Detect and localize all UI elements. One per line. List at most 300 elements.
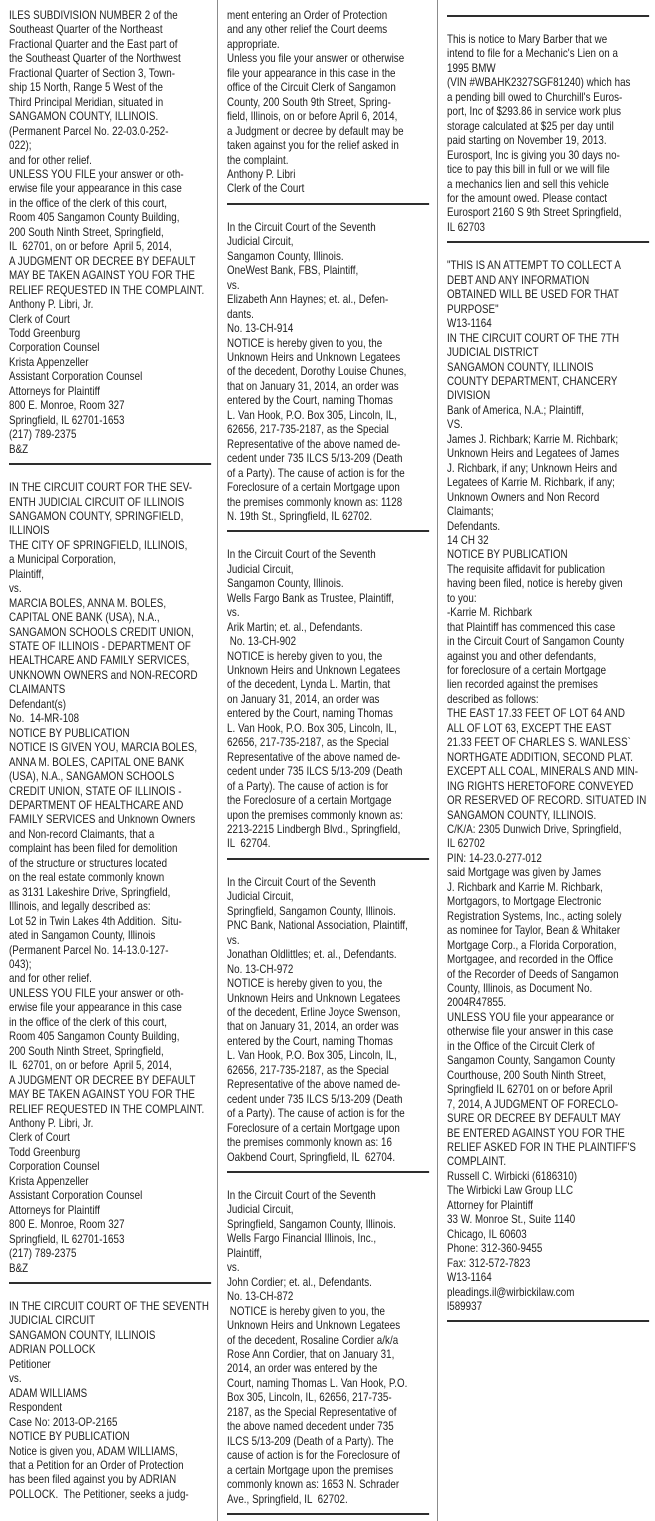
notice-line: THE CITY OF SPRINGFIELD, ILLINOIS,	[9, 537, 188, 552]
notice-line: THE EAST 17.33 FEET OF LOT 64 AND	[447, 706, 626, 721]
notice-line: This is notice to Mary Barber that we	[447, 32, 608, 46]
notice-line: on January 31, 2014, an order was	[227, 691, 380, 706]
notice-line: No. 14-MR-108	[9, 711, 80, 726]
notice-line: in the Office of the Circuit Clerk of	[447, 1038, 595, 1053]
notice-line: cedent under 735 ILCS 5/13-209 (Death	[227, 764, 403, 779]
notice-line: a pending bill owed to Churchill's Euros-	[447, 89, 623, 104]
notice-line: C/K/A: 2305 Dunwich Drive, Springfield,	[447, 822, 622, 837]
notice-line: POLLOCK. The Petitioner, seeks a judg-	[9, 1486, 189, 1501]
column-3-content	[447, 15, 655, 1322]
notice-line: Assistant Corporation Counsel	[9, 1188, 143, 1203]
notice-line: Judicial Circuit,	[227, 889, 294, 904]
notice-line: J. Richbark and Karrie M. Richbark,	[447, 879, 603, 894]
notice-column-3	[438, 0, 655, 1521]
notice-line: that Plaintiff has commenced this case	[447, 619, 616, 634]
notice-line: 200 South Ninth Street, Springfield,	[9, 1043, 164, 1058]
notice-line: No. 13-CH-902	[227, 634, 297, 649]
notice-line: BE ENTERED AGAINST YOU FOR THE	[447, 1125, 625, 1140]
notice-line: Courthouse, 200 South Ninth Street,	[447, 1067, 607, 1082]
notice-line: CLAIMANTS	[9, 682, 66, 697]
notice-line: No. 13-CH-972	[227, 961, 294, 976]
notice-column-2	[218, 0, 438, 1521]
notice-line: Representative of the above named de-	[227, 749, 401, 764]
notice-line: in the Circuit Court of Sangamon County	[447, 634, 625, 649]
notice-line: RELIEF REQUESTED IN THE COMPLAINT.	[9, 282, 205, 297]
notice-line: Ave., Springfield, IL 62702.	[227, 1491, 348, 1506]
notice-line: L. Van Hook, P.O. Box 305, Lincoln, IL,	[227, 720, 397, 735]
notice-line: SANGAMON COUNTY, SPRINGFIELD,	[9, 508, 184, 523]
notice-line: Registration Systems, Inc., acting solely	[447, 908, 622, 923]
notice-line: of the decedent, Rosaline Cordier a/k/a	[227, 1332, 399, 1347]
notice-line: described as follows:	[447, 691, 539, 706]
notice-line: a mechanics lien and sell this vehicle	[447, 176, 609, 191]
notice-line: Anthony P. Libri, Jr.	[9, 1115, 94, 1130]
notice-line: to you:	[447, 590, 477, 605]
notice-line: IL 62704.	[227, 836, 271, 851]
notice-line: intend to file for a Mechanic's Lien on a	[447, 46, 618, 61]
notice-line: of the structure or structures located	[9, 855, 168, 870]
notice-line: L. Van Hook, P.O. Box 305, Lincoln, IL,	[227, 407, 397, 422]
notice-line: erwise file your appearance in this case	[9, 181, 182, 196]
notice-line: said Mortgage was given by James	[447, 865, 602, 880]
notice-line: Foreclosure of a certain Mortgage upon	[227, 1120, 400, 1135]
notice-line: JUDICIAL DISTRICT	[447, 345, 539, 360]
legal-notice	[9, 480, 218, 1275]
notice-line: SANGAMON SCHOOLS CREDIT UNION,	[9, 624, 194, 639]
notice-line: commonly known as: 1653 N. Schrader	[227, 1477, 400, 1492]
notice-line: Wells Fargo Financial Illinois, Inc.,	[227, 1231, 377, 1246]
notice-line: upon the premises commonly known as:	[227, 807, 403, 822]
notice-line: Russell C. Wirbicki (6186310)	[447, 1168, 578, 1183]
section-divider	[227, 858, 429, 860]
notice-line: vs.	[227, 932, 240, 947]
notice-line: IL 62702	[447, 836, 486, 851]
notice-line: and for other relief.	[9, 152, 92, 167]
notice-line: No. 13-CH-872	[227, 1289, 294, 1304]
notice-line: of a Party). The cause of action is for the	[227, 465, 405, 480]
notice-line: that a Petition for an Order of Protection	[9, 1457, 184, 1472]
notice-line: DEPARTMENT OF HEALTHCARE AND	[9, 798, 184, 813]
notice-line: No. 13-CH-914	[227, 321, 294, 336]
notice-line: Eurosport, Inc is giving you 30 days no-	[447, 147, 620, 162]
notice-line: Plaintiff,	[9, 566, 45, 581]
notice-line: ADRIAN POLLOCK	[9, 1342, 96, 1357]
notice-line: appropriate.	[227, 36, 280, 51]
notice-line: SANGAMON COUNTY, ILLINOIS	[9, 1327, 156, 1342]
notice-line: Defendant(s)	[9, 696, 67, 711]
notice-line: Mortgagors, to Mortgage Electronic	[447, 894, 602, 909]
notice-line: Assistant Corporation Counsel	[9, 369, 143, 384]
section-divider	[227, 1513, 429, 1515]
notice-line: 800 E. Monroe, Room 327	[9, 1217, 125, 1232]
notice-line: erwise file your appearance in this case	[9, 1000, 182, 1015]
notice-line: cedent under 735 ILCS 5/13-209 (Death	[227, 451, 403, 466]
notice-line: Case No: 2013-OP-2165	[9, 1414, 118, 1429]
notice-line: 043);	[9, 957, 32, 971]
notice-line: Chicago, IL 60603	[447, 1226, 527, 1241]
notice-line: Representative of the above named de-	[227, 436, 401, 451]
notice-line: Fractional Quarter and the East part of	[9, 36, 178, 51]
notice-line: RELIEF REQUESTED IN THE COMPLAINT.	[9, 1101, 205, 1116]
notice-line: ILCS 5/13-209 (Death of a Party). The	[227, 1433, 394, 1448]
notice-line: Todd Greenburg	[9, 1144, 81, 1159]
notice-line: ILES SUBDIVISION NUMBER 2 of the	[9, 8, 178, 22]
notice-line: UNLESS YOU FILE your answer or oth-	[9, 985, 184, 1000]
notice-line: Clerk of Court	[9, 311, 70, 326]
notice-line: Illinois, and legally described as:	[9, 899, 151, 914]
notice-line: Foreclosure of a certain Mortgage upon	[227, 480, 400, 495]
notice-line: Jonathan Oldlittles; et. al., Defendants.	[227, 947, 397, 962]
notice-line: Fractional Quarter of Section 3, Town-	[9, 65, 176, 80]
legal-notice	[227, 875, 436, 1164]
notice-line: a Judgment or decree by default may be	[227, 123, 404, 138]
section-divider	[9, 1282, 211, 1284]
notice-line: Anthony P. Libri	[227, 166, 296, 181]
notice-line: ENTH JUDICIAL CIRCUIT OF ILLINOIS	[9, 494, 185, 509]
notice-line: field, Illinois, on or before April 6, 2014,	[227, 109, 398, 124]
notice-line: Krista Appenzeller	[9, 354, 89, 369]
notice-line: Sangamon County, Illinois.	[227, 248, 344, 263]
notice-line: B&Z	[9, 1260, 29, 1275]
notice-line: (Permanent Parcel No. 14-13.0-127-	[9, 942, 169, 957]
notice-line: Unknown Heirs and Unknown Legatees	[227, 1318, 401, 1333]
notice-line: tice to pay this bill in full or we will file	[447, 162, 610, 177]
notice-line: A JUDGMENT OR DECREE BY DEFAULT	[9, 253, 196, 268]
notice-line: IL 62701, on or before April 5, 2014,	[9, 1058, 172, 1073]
notice-line: entered by the Court, naming Thomas	[227, 393, 393, 408]
notice-line: NOTICE BY PUBLICATION	[447, 547, 568, 562]
notice-line: ated in Sangamon County, Illinois	[9, 928, 156, 943]
notice-line: COUNTY DEPARTMENT, CHANCERY	[447, 373, 618, 388]
notice-line: Box 305, Lincoln, IL, 62656, 217-735-	[227, 1390, 392, 1405]
notice-line: has been filed against you by ADRIAN	[9, 1472, 177, 1487]
notice-line: UNKNOWN OWNERS and NON-RECORD	[9, 667, 198, 682]
notice-line: (217) 789-2375	[9, 1246, 77, 1261]
notice-line: as nominee for Taylor, Bean & Whitaker	[447, 923, 621, 938]
legal-notice	[227, 1188, 436, 1506]
section-divider	[227, 203, 429, 205]
notice-line: Fax: 312-572-7823	[447, 1255, 531, 1270]
notice-line: COMPLAINT.	[447, 1154, 507, 1169]
notice-line: vs.	[9, 1371, 22, 1386]
notice-line: the Foreclosure of a certain Mortgage	[227, 793, 392, 808]
notice-line: SANGAMON COUNTY, ILLINOIS.	[9, 109, 159, 124]
notice-line: PURPOSE"	[447, 301, 499, 316]
notice-line: Mortgage Corp., a Florida Corporation,	[447, 937, 617, 952]
notice-line: Springfield, IL 62701-1653	[9, 1231, 125, 1246]
column-2-content	[227, 8, 436, 1515]
notice-line: the premises commonly known as: 16	[227, 1135, 393, 1150]
notice-line: IL 62701, on or before April 5, 2014,	[9, 239, 172, 254]
section-divider	[227, 1171, 429, 1173]
notice-line: Respondent	[9, 1400, 63, 1415]
legal-notice	[447, 32, 655, 234]
notice-line: Arik Martin; et. al., Defendants.	[227, 619, 363, 634]
notice-line: Unknown Heirs and Unknown Legatees	[227, 663, 401, 678]
notice-line: The requisite affidavit for publication	[447, 561, 605, 576]
legal-notice	[227, 220, 436, 524]
notice-line: NOTICE is hereby given to you, the	[227, 335, 383, 350]
notice-line: NOTICE is hereby given to you, the	[227, 1303, 385, 1318]
notice-line: A JUDGMENT OR DECREE BY DEFAULT	[9, 1072, 196, 1087]
notice-line: a Municipal Corporation,	[9, 552, 116, 567]
column-1-content	[9, 8, 218, 1501]
notice-line: as 3131 Lakeshire Drive, Springfield,	[9, 884, 171, 899]
notice-line: W13-1164	[447, 316, 492, 331]
notice-line: NOTICE IS GIVEN YOU, MARCIA BOLES,	[9, 740, 198, 755]
notice-line: Elizabeth Ann Haynes; et. al., Defen-	[227, 292, 389, 307]
notice-line: Unknown Owners and Non Record	[447, 489, 600, 504]
notice-line: the Southeast Quarter of the Northwest	[9, 51, 181, 66]
notice-line: entered by the Court, naming Thomas	[227, 706, 393, 721]
notice-line: STATE OF ILLINOIS - DEPARTMENT OF	[9, 639, 191, 654]
notice-line: pleadings.il@wirbickilaw.com	[447, 1284, 575, 1299]
notice-line: the complaint.	[227, 152, 289, 167]
notice-line: for the amount owed. Please contact	[447, 190, 608, 205]
notice-line: In the Circuit Court of the Seventh	[227, 547, 376, 562]
notice-line: Attorney for Plaintiff	[447, 1197, 534, 1212]
notice-line: 200 South Ninth Street, Springfield,	[9, 224, 164, 239]
notice-line: Judicial Circuit,	[227, 1202, 294, 1217]
notice-line: 022);	[9, 138, 32, 153]
notice-line: Wells Fargo Bank as Trustee, Plaintiff,	[227, 590, 395, 605]
section-divider	[227, 530, 429, 532]
notice-line: MAY BE TAKEN AGAINST YOU FOR THE	[9, 268, 195, 283]
notice-column-1	[0, 0, 218, 1521]
notice-line: DEBT AND ANY INFORMATION	[447, 272, 590, 287]
notice-line: NOTICE is hereby given to you, the	[227, 976, 383, 991]
section-divider	[9, 463, 211, 465]
notice-line: J. Richbark, if any; Unknown Heirs and	[447, 460, 618, 475]
notice-line: UNLESS YOU file your appearance or	[447, 1009, 615, 1024]
notice-line: for foreclosure of a certain Mortgage	[447, 663, 607, 678]
notice-line: and Non-record Claimants, that a	[9, 826, 155, 841]
notice-line: Unless you file your answer or otherwise	[227, 51, 405, 66]
notice-line: CREDIT UNION, STATE OF ILLINOIS -	[9, 783, 182, 798]
notice-line: 2014, an order was entered by the	[227, 1361, 378, 1376]
notice-line: and any other relief the Court deems	[227, 22, 388, 37]
notice-line: UNLESS YOU FILE your answer or oth-	[9, 166, 184, 181]
notice-line: ANNA M. BOLES, CAPITAL ONE BANK	[9, 754, 185, 769]
notice-line: dants.	[227, 306, 254, 321]
notice-line: ment entering an Order of Protection	[227, 8, 388, 22]
notice-line: entered by the Court, naming Thomas	[227, 1033, 393, 1048]
notice-line: Phone: 312-360-9455	[447, 1241, 543, 1256]
notice-line: IN THE CIRCUIT COURT FOR THE SEV-	[9, 480, 193, 495]
notice-line: otherwise file your answer in this case	[447, 1024, 614, 1039]
notice-line: In the Circuit Court of the Seventh	[227, 1187, 376, 1202]
notice-line: ING RIGHTS HERETOFORE CONVEYED	[447, 778, 634, 793]
notice-line: Springfield, IL 62701-1653	[9, 412, 125, 427]
notice-line: James J. Richbark; Karrie M. Richbark;	[447, 431, 619, 446]
legal-notice	[227, 8, 436, 196]
notice-line: Petitioner	[9, 1356, 51, 1371]
notice-line: The Wirbicki Law Group LLC	[447, 1183, 574, 1198]
notice-line: Plaintiff,	[227, 1245, 263, 1260]
notice-line: Mortgagee, and recorded in the Office	[447, 952, 614, 967]
notice-line: the premises commonly known as: 1128	[227, 494, 403, 509]
notice-line: MAY BE TAKEN AGAINST YOU FOR THE	[9, 1087, 195, 1102]
notice-line: RELIEF ASKED FOR IN THE PLAINTIFF'S	[447, 1139, 636, 1154]
notice-line: County, 200 South 9th Street, Spring-	[227, 94, 391, 109]
notice-line: JUDICIAL CIRCUIT	[9, 1313, 96, 1328]
notice-line: Oakbend Court, Springfield, IL 62704.	[227, 1149, 396, 1164]
notice-line: Attorneys for Plaintiff	[9, 1202, 100, 1217]
notice-line: 800 E. Monroe, Room 327	[9, 398, 125, 413]
notice-line: Defendants.	[447, 518, 501, 533]
legal-notice	[9, 1299, 218, 1501]
notice-line: IL 62703	[447, 219, 486, 234]
notice-line: OBTAINED WILL BE USED FOR THAT	[447, 287, 620, 302]
notice-line: SANGAMON COUNTY, ILLINOIS	[447, 359, 594, 374]
notice-line: of the Recorder of Deeds of Sangamon	[447, 966, 619, 981]
notice-line: office of the Circuit Clerk of Sangamon	[227, 80, 396, 95]
notice-line: Judicial Circuit,	[227, 561, 294, 576]
notice-line: 2187, as the Special Representative of	[227, 1404, 397, 1419]
notice-line: paid starting on November 19, 2013.	[447, 133, 607, 148]
notice-line: port, Inc of $293.86 in service work plus	[447, 104, 622, 119]
notice-line: cause of action is for the Foreclosure of	[227, 1448, 400, 1463]
legal-notice	[227, 547, 436, 851]
notice-line: Room 405 Sangamon County Building,	[9, 1029, 180, 1044]
notice-line: PIN: 14-23.0-277-012	[447, 850, 542, 865]
notice-line: in the office of the clerk of this court,	[9, 1014, 168, 1029]
notice-line: HEALTHCARE AND FAMILY SERVICES,	[9, 653, 190, 668]
notice-line: Clerk of Court	[9, 1130, 70, 1145]
notice-line: of a Party). The cause of action is for the	[227, 1106, 405, 1121]
notice-line: CAPITAL ONE BANK (USA), N.A.,	[9, 610, 160, 625]
notice-line: vs.	[9, 581, 22, 596]
notice-line: ship 15 North, Range 5 West of the	[9, 80, 163, 95]
notice-line: against you and other defendants,	[447, 648, 597, 663]
notice-line: In the Circuit Court of the Seventh	[227, 874, 376, 889]
notice-line: 62656, 217-735-2187, as the Special	[227, 422, 389, 437]
notice-line: IN THE CIRCUIT COURT OF THE SEVENTH	[9, 1298, 209, 1313]
notice-line: Springfield, Sangamon County, Illinois.	[227, 903, 396, 918]
notice-line: MARCIA BOLES, ANNA M. BOLES,	[9, 595, 167, 610]
notice-line: l589937	[447, 1298, 483, 1313]
notice-line: N. 19th St., Springfield, IL 62702.	[227, 508, 373, 523]
notice-line: a certain Mortgage upon the premises	[227, 1462, 394, 1477]
notice-line: Notice is given you, ADAM WILLIAMS,	[9, 1443, 178, 1458]
notice-line: Judicial Circuit,	[227, 234, 294, 249]
notice-line: and for other relief.	[9, 971, 92, 986]
notice-line: on the real estate commonly known	[9, 870, 165, 885]
notice-line: Court, naming Thomas L. Van Hook, P.O.	[227, 1375, 408, 1390]
notice-line: 62656, 217-735-2187, as the Special	[227, 735, 389, 750]
notice-line: Unknown Heirs and Legatees of James	[447, 446, 620, 461]
notice-line: (USA), N.A., SANGAMON SCHOOLS	[9, 769, 175, 784]
notice-line: vs.	[227, 605, 240, 620]
notice-line: Sangamon County, Illinois.	[227, 576, 344, 591]
notice-line: Unknown Heirs and Unknown Legatees	[227, 990, 401, 1005]
notice-line: Corporation Counsel	[9, 340, 100, 355]
notice-line: SANGAMON COUNTY, ILLINOIS.	[447, 807, 597, 822]
notice-line: that on January 31, 2014, an order was	[227, 378, 399, 393]
notice-line: Third Principal Meridian, situated in	[9, 94, 164, 109]
notice-line: of the decedent, Erline Joyce Swenson,	[227, 1005, 401, 1019]
notice-line: EXCEPT ALL COAL, MINERALS AND MIN-	[447, 764, 639, 779]
notice-line: 7, 2014, A JUDGMENT OF FORECLO-	[447, 1096, 619, 1111]
notice-line: W13-1164	[447, 1270, 492, 1285]
notice-line: ILLINOIS	[9, 523, 50, 538]
notice-line: County, Illinois, as Document No.	[447, 981, 593, 995]
notice-line: of a Party). The cause of action is for	[227, 778, 389, 793]
notice-line: Todd Greenburg	[9, 325, 81, 340]
notice-line: Springfield IL 62701 on or before April	[447, 1082, 613, 1097]
notice-line: L. Van Hook, P.O. Box 305, Lincoln, IL,	[227, 1048, 397, 1063]
notice-line: FAMILY SERVICES and Unknown Owners	[9, 812, 196, 827]
notice-line: NOTICE is hereby given to you, the	[227, 648, 383, 663]
notice-line: Bank of America, N.A.; Plaintiff,	[447, 402, 585, 417]
notice-line: Room 405 Sangamon County Building,	[9, 210, 180, 225]
section-divider	[447, 241, 649, 243]
notice-line: 21.33 FEET OF CHARLES S. WANLESS`	[447, 735, 631, 750]
notice-line: DIVISION	[447, 388, 491, 403]
notice-line: Clerk of the Court	[227, 181, 305, 196]
notice-line: NORTHGATE ADDITION, SECOND PLAT.	[447, 749, 634, 764]
legal-notice	[447, 258, 655, 1313]
section-divider	[447, 1320, 649, 1322]
notice-line: Springfield, Sangamon County, Illinois.	[227, 1216, 396, 1231]
notice-line: (VIN #WBAHK2327SGF81240) which has	[447, 75, 631, 90]
notice-line: Southeast Quarter of the Northeast	[9, 22, 163, 37]
notice-line: 2213-2215 Lindbergh Blvd., Springfield,	[227, 822, 401, 837]
notice-line: (217) 789-2375	[9, 427, 77, 442]
section-divider	[447, 15, 649, 17]
notice-line: VS.	[447, 417, 463, 432]
notice-line: in the office of the clerk of this court,	[9, 195, 168, 210]
notice-line: Legatees of Karrie M. Richbark, if any;	[447, 475, 615, 490]
notice-line: lien recorded against the premises	[447, 677, 598, 692]
notice-line: storage calculated at $25 per day until	[447, 118, 614, 133]
notice-line: of the decedent, Lynda L. Martin, that	[227, 677, 391, 692]
notice-line: Corporation Counsel	[9, 1159, 100, 1174]
notice-line: Eurosport 2160 S 9th Street Springfield,	[447, 205, 622, 220]
notice-line: ADAM WILLIAMS	[9, 1385, 88, 1400]
notice-line: Anthony P. Libri, Jr.	[9, 297, 94, 312]
notice-line: NOTICE BY PUBLICATION	[9, 1429, 130, 1444]
notice-line: Krista Appenzeller	[9, 1173, 89, 1188]
notice-line: of the decedent, Dorothy Louise Chunes,	[227, 364, 407, 379]
notice-line: cedent under 735 ILCS 5/13-209 (Death	[227, 1091, 403, 1106]
notice-line: 14 CH 32	[447, 532, 489, 547]
notice-line: Claimants;	[447, 504, 494, 519]
notice-line: SURE OR DECREE BY DEFAULT MAY	[447, 1111, 621, 1126]
notice-line: 33 W. Monroe St., Suite 1140	[447, 1212, 576, 1227]
notice-line: ALL OF LOT 63, EXCEPT THE EAST	[447, 720, 612, 735]
notice-line: 2004R47855.	[447, 995, 507, 1010]
notice-line: In the Circuit Court of the Seventh	[227, 219, 376, 234]
notice-line: (Permanent Parcel No. 22-03.0-252-	[9, 123, 169, 138]
notice-line: vs.	[227, 277, 240, 292]
notice-line: Rose Ann Cordier, that on January 31,	[227, 1346, 395, 1361]
notice-line: Sangamon County, Sangamon County	[447, 1053, 616, 1068]
notice-line: -Karrie M. Richbark	[447, 605, 533, 620]
notice-line: the above named decedent under 735	[227, 1419, 394, 1434]
notice-line: file your appearance in this case in the	[227, 65, 396, 80]
notice-line: Unknown Heirs and Unknown Legatees	[227, 349, 401, 364]
notice-line: John Cordier; et. al., Defendants.	[227, 1274, 372, 1289]
notice-line: vs.	[227, 1260, 240, 1275]
notice-line: B&Z	[9, 441, 29, 456]
notice-line: Lot 52 in Twin Lakes 4th Addition. Situ-	[9, 913, 182, 928]
notice-line: that on January 31, 2014, an order was	[227, 1019, 399, 1034]
legal-notice	[9, 8, 218, 456]
notice-line: PNC Bank, National Association, Plaintiff,	[227, 918, 408, 933]
notice-line: OR RESERVED OF RECORD. SITUATED IN	[447, 793, 647, 808]
notice-line: NOTICE BY PUBLICATION	[9, 725, 130, 740]
